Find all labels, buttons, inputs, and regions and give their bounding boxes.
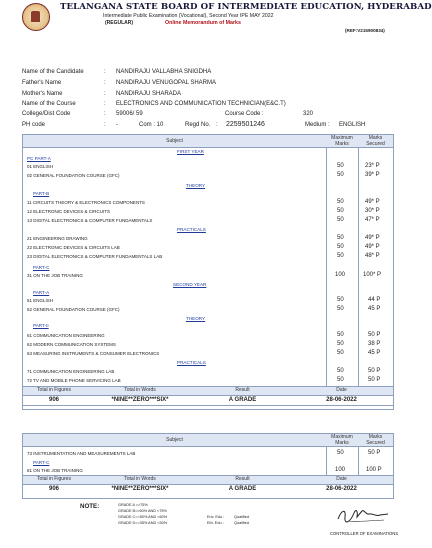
marks-secured-header-line2: Secured [366, 440, 385, 446]
section-theory: THEORY [186, 183, 206, 188]
subject-name: 72 TV AND MOBILE PHONE SERVICING LAB [27, 378, 121, 383]
college-label: College/Dist Code [22, 111, 71, 117]
father-name: NANDIRAJU VENUGOPAL SHARMA [116, 80, 217, 86]
exam-type: (REGULAR) [105, 20, 134, 26]
subject-header: Subject [23, 135, 327, 148]
section-practicals: PRACTICALS [177, 360, 206, 365]
max-marks: 50 [337, 341, 344, 347]
eth-edu-label: Eth. Edu : [207, 521, 224, 525]
controller-signature [334, 505, 392, 525]
max-marks: 50 [337, 350, 344, 356]
max-marks: 50 [337, 368, 344, 374]
marks-secured: 50 P [368, 368, 381, 374]
section-pc-part-a: PC PART-A [27, 156, 51, 161]
marks-secured: 49* P [365, 244, 380, 250]
marks-secured: 50 P [368, 377, 381, 383]
marks-secured: 30* P [365, 208, 380, 214]
subject-name: 73 INSTRUMENTATION AND MEASUREMENTS LAB [27, 451, 136, 456]
result-date: 28-06-2022 [326, 486, 357, 492]
section-part-a: PART-A [33, 290, 50, 295]
medium-value: ENGLISH [339, 122, 366, 128]
max-marks: 50 [337, 172, 344, 178]
subject-name: 63 MEASURING INSTRUMENTS & CONSUMER ELECTRONICS [27, 351, 160, 356]
total-words: *NINE**ZERO***SIX* [111, 397, 169, 403]
marks-secured-header-line1: Marks [368, 135, 383, 141]
marks-secured: 100 P [366, 467, 382, 473]
marks-secured: 47* P [365, 217, 380, 223]
column-divider [326, 147, 327, 386]
subject-name: 11 CIRCUITS THEORY & ELECTRONICS COMPONENTS [27, 200, 145, 205]
max-marks: 100 [335, 467, 346, 473]
marks-table [22, 134, 394, 410]
marks-secured: 49* P [365, 199, 380, 205]
result-date: 28-06-2022 [326, 397, 357, 403]
subject-name: 61 COMMUNICATION ENGINEERING [27, 333, 105, 338]
colon: : [104, 69, 106, 75]
marks-secured: 44 P [368, 297, 381, 303]
max-marks: 50 [337, 199, 344, 205]
colon: : [104, 91, 106, 97]
subject-name: 51 ENGLISH [27, 298, 54, 303]
result: A GRADE [228, 486, 257, 492]
total-words-label: Total in Words [124, 387, 156, 393]
subject-header: Subject [23, 434, 327, 447]
ph-code: - [116, 122, 118, 128]
result-label: Result [235, 476, 250, 482]
max-marks-header [326, 135, 359, 148]
reference-number: (REF:V215900834) [345, 28, 385, 33]
course-label: Name of the Course [22, 101, 76, 107]
course-name: ELECTRONICS AND COMMUNICATION TECHNICIAN(E&C.T) [116, 101, 286, 107]
date-label: Date [336, 476, 347, 482]
ph-label: PH code [22, 122, 46, 128]
max-marks-header-line1: Maximum [331, 135, 353, 141]
section-theory: THEORY [186, 316, 206, 321]
grade-a: GRADE A =>75% [118, 503, 148, 507]
exam-line: Intermediate Public Examination (Vocational), Second Year IPE MAY 2022 [103, 13, 274, 19]
section-first-year: FIRST YEAR [177, 149, 204, 154]
subject-name: 62 MODERN COMMUNICATION SYSTEMS [27, 342, 116, 347]
max-marks: 50 [337, 450, 344, 456]
colon: : [104, 111, 106, 117]
total-figures: 906 [48, 397, 59, 403]
section-practicals: PRACTICALS [177, 227, 206, 232]
section-part-ii: PART-II [33, 323, 49, 328]
marks-secured-header-line1: Marks [368, 434, 383, 440]
max-marks-header-line1: Maximum [331, 434, 353, 440]
max-marks: 50 [337, 377, 344, 383]
max-marks-header-line2: Marks [335, 141, 349, 147]
max-marks: 50 [337, 163, 344, 169]
env-edu-value: Qualified [234, 515, 249, 519]
result-label: Result [235, 387, 250, 393]
colon: : [104, 80, 106, 86]
subject-name: 31 ON THE JOB TRAINING [27, 273, 83, 278]
subject-name: 12 ELECTRONIC DEVICES & CIRCUITS [27, 209, 111, 214]
eth-edu-value: Qualified [234, 521, 249, 525]
marks-secured: 50 P [368, 450, 381, 456]
marks-secured: 23* P [365, 163, 380, 169]
subject-name: 81 ON THE JOB TRAINING [27, 468, 83, 473]
mother-label: Mother's Name [22, 91, 63, 97]
max-marks-header [326, 434, 359, 447]
regd-number: 2259501246 [226, 121, 265, 128]
marks-secured: 45 P [368, 306, 381, 312]
section-part-c: PART-C [33, 460, 50, 465]
section-second-year: SECOND YEAR [173, 282, 207, 287]
total-words-label: Total in Words [124, 476, 156, 482]
marks-secured-header [358, 135, 393, 148]
mother-name: NANDIRAJU SHARADA [116, 91, 182, 97]
row-divider [23, 405, 393, 406]
max-marks: 50 [337, 297, 344, 303]
marks-secured-header-line2: Secured [366, 141, 385, 147]
grade-c: GRADE C=>50% AND <60% [118, 515, 168, 519]
subject-name: 23 DIGITAL ELECTRONICS & COMPUTER FUNDAMENTALS LAB [27, 254, 163, 259]
section-part-c: PART-C [33, 265, 50, 270]
subject-name: 02 GENERAL FOUNDATION COURSE (GFC) [27, 173, 120, 178]
max-marks: 100 [335, 272, 346, 278]
com-code: Com : 10 [139, 122, 164, 128]
regd-label: Regd No. [185, 122, 211, 128]
subject-name: 71 COMMUNICATION ENGINEERING LAB [27, 369, 115, 374]
column-divider [358, 446, 359, 475]
marks-secured: 38 P [368, 341, 381, 347]
total-figures-label: Total in Figures [37, 387, 71, 393]
marks-secured: 50 P [368, 332, 381, 338]
subject-name: 01 ENGLISH [27, 164, 54, 169]
marks-secured: 45 P [368, 350, 381, 356]
marks-secured: 100* P [363, 272, 382, 278]
father-label: Father's Name [22, 80, 62, 86]
max-marks: 50 [337, 306, 344, 312]
memo-title: Online Memorandum of Marks [165, 20, 241, 26]
marks-secured: 49* P [365, 235, 380, 241]
max-marks-header-line2: Marks [335, 440, 349, 446]
medium-label: Medium : [305, 122, 330, 128]
colon: : [216, 122, 218, 128]
total-words: *NINE**ZERO***SIX* [111, 486, 169, 492]
grade-d: GRADE D=>35% AND <50% [118, 521, 168, 525]
candidate-name: NANDIRAJU VALLABHA SNIGDHA [116, 69, 212, 75]
column-divider [326, 446, 327, 475]
board-emblem-icon [22, 3, 50, 31]
max-marks: 50 [337, 235, 344, 241]
note-label: NOTE: [80, 503, 100, 510]
column-divider [358, 147, 359, 386]
marks-secured: 48* P [365, 253, 380, 259]
total-figures: 906 [48, 486, 59, 492]
max-marks: 50 [337, 208, 344, 214]
section-part-b: PART-B [33, 191, 50, 196]
colon: : [104, 122, 106, 128]
grade-b: GRADE B=>60% AND <75% [118, 509, 167, 513]
course-code: 320 [303, 111, 314, 117]
max-marks: 50 [337, 217, 344, 223]
subject-name: 52 GENERAL FOUNDATION COURSE (GFC) [27, 307, 120, 312]
env-edu-label: Env. Edu : [207, 515, 225, 519]
name-label: Name of the Candidate [22, 69, 84, 75]
marks-table-continued [22, 433, 394, 499]
marks-secured: 39* P [365, 172, 380, 178]
subject-name: 21 ENGINEERING DRAWING [27, 236, 88, 241]
course-code-label: Course Code : [225, 111, 264, 117]
board-title: TELANGANA STATE BOARD OF INTERMEDIATE EDUCATION, HYDERABAD [60, 2, 432, 12]
subject-name: 22 ELECTRONIC DEVICES & CIRCUITS LAB [27, 245, 120, 250]
colon: : [104, 101, 106, 107]
marks-secured-header [358, 434, 393, 447]
subject-name: 13 DIGITAL ELECTRONICS & COMPUTER FUNDAMENTALS [27, 218, 153, 223]
max-marks: 50 [337, 332, 344, 338]
date-label: Date [336, 387, 347, 393]
max-marks: 50 [337, 253, 344, 259]
result: A GRADE [228, 397, 257, 403]
total-figures-label: Total in Figures [37, 476, 71, 482]
controller-of-examinations: CONTROLLER OF EXAMINATIONS [330, 531, 399, 536]
max-marks: 50 [337, 244, 344, 250]
college-code: 59006/ 59 [116, 111, 143, 117]
